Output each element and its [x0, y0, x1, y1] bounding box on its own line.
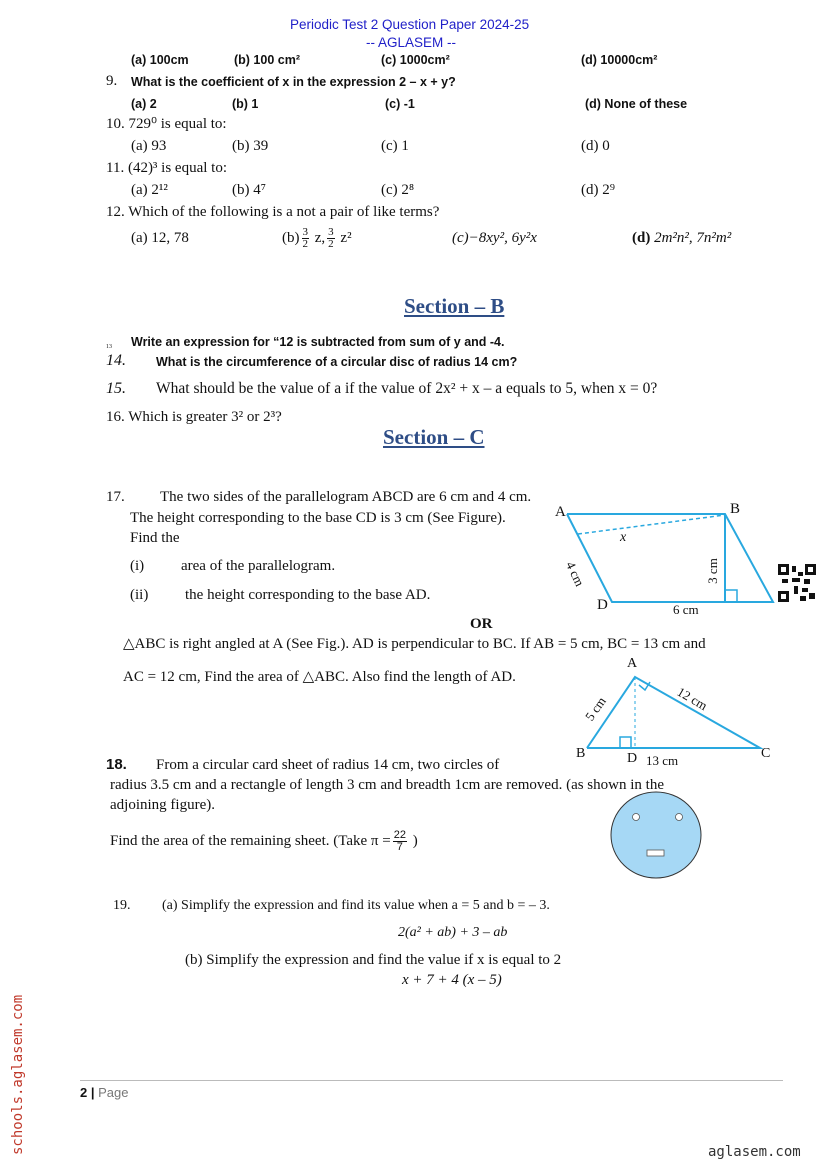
figure-label-side: 4 cm [563, 558, 588, 589]
triangle-label-b: B [576, 746, 586, 761]
q11-option-a: (a) 2¹² [131, 182, 168, 198]
q12-option-b-label: (b) [282, 229, 300, 246]
q8-option-c: (c) 1000cm² [381, 53, 450, 67]
q9-option-d: (d) None of these [585, 97, 688, 111]
q10-text: 10. 729⁰ is equal to: [106, 116, 227, 132]
q17-part-i-label: (i) [130, 558, 145, 574]
q9-text: What is the coefficient of x in the expression 2 – x + y? [131, 75, 456, 89]
header-title: Periodic Test 2 Question Paper 2024-25 [290, 17, 530, 32]
footer-divider [80, 1080, 783, 1081]
face-figure [608, 790, 704, 882]
q8-option-b: (b) 100 cm² [234, 53, 300, 67]
q17-line3: Find the [130, 530, 180, 546]
q11-option-c: (c) 2⁸ [381, 182, 415, 198]
figure-label-height: 3 cm [704, 558, 720, 584]
qr-code[interactable] [778, 564, 816, 602]
triangle-label-a: A [627, 656, 638, 671]
q18-line4: Find the area of the remaining sheet. (Take π = $\frac{22}{7}$ ) [110, 829, 418, 853]
q8-option-d: (d) 10000cm² [581, 53, 658, 67]
figure-label-x: x [620, 530, 627, 545]
section-b-title: Section – B [404, 294, 505, 318]
q12-option-c: (c)−8xy², 6y²x [452, 230, 537, 246]
fraction: $\frac{3}{2}$ [302, 226, 308, 250]
triangle-label-bc: 13 cm [646, 753, 679, 768]
triangle-label-c: C [761, 746, 771, 761]
q10-option-a: (a) 93 [131, 138, 167, 154]
triangle-label-ab: 5 cm [581, 693, 609, 724]
q14-text: What is the circumference of a circular disc of radius 14 cm? [156, 355, 518, 369]
site-link[interactable]: aglasem.com [708, 1144, 801, 1160]
q10-option-d: (d) 0 [581, 138, 610, 154]
q11-option-b: (b) 4⁷ [232, 182, 266, 198]
q10-option-b: (b) 39 [232, 138, 269, 154]
q17-number: 17. [106, 489, 125, 505]
triangle-label-d: D [627, 751, 638, 766]
q9-number: 9. [106, 73, 118, 89]
q17-line1: The two sides of the parallelogram ABCD are 6 cm and 4 cm. [160, 489, 532, 505]
q19-part-b: (b) Simplify the expression and find the value if x is equal to 2 [185, 952, 562, 968]
q17-line2: The height corresponding to the base CD is 3 cm (See Figure). [130, 510, 506, 526]
triangle-label-ac: 12 cm [674, 684, 710, 714]
q18-number: 18. [106, 756, 127, 773]
q16-text: 16. Which is greater 3² or 2³? [106, 409, 282, 425]
q9-option-a: (a) 2 [131, 97, 157, 111]
figure-label-d: D [597, 597, 608, 613]
q18-line2: radius 3.5 cm and a rectangle of length 3 cm and breadth 1cm are removed. (as shown in the [110, 777, 664, 793]
page-footer: 2 | Page [80, 1085, 129, 1100]
q19-number: 19. [113, 898, 131, 913]
q9-option-b: (b) 1 [232, 97, 259, 111]
fraction: $\frac{3}{2}$ [328, 226, 334, 250]
q10-option-c: (c) 1 [381, 138, 409, 154]
q11-option-d: (d) 2⁹ [581, 182, 615, 198]
q18-line1: From a circular card sheet of radius 14 cm, two circles of [156, 757, 500, 773]
q19-part-a: (a) Simplify the expression and find its value when a = 5 and b = – 3. [162, 898, 550, 913]
q14-number: 14. [106, 352, 126, 369]
q13-number: 13 [106, 344, 112, 350]
q15-text: What should be the value of a if the value of 2x² + x – a equals to 5, when x = 0? [156, 380, 658, 397]
q8-option-a: (a) 100cm [131, 53, 189, 67]
section-c-title: Section – C [383, 425, 485, 449]
q11-text: 11. (42)³ is equal to: [106, 160, 228, 176]
q17-alt-line2: AC = 12 cm, Find the area of △ABC. Also find the length of AD. [123, 669, 516, 685]
q17-alt-line1: △ABC is right angled at A (See Fig.). AD is perpendicular to BC. If AB = 5 cm, BC = 13 cm and [123, 636, 706, 652]
q15-number: 15. [106, 380, 126, 397]
q9-option-c: (c) -1 [385, 97, 415, 111]
q17-part-ii-label: (ii) [130, 587, 149, 603]
figure-label-a: A [555, 504, 566, 520]
q19-part-a-expression: 2(a² + ab) + 3 – ab [398, 925, 508, 940]
pi-fraction: $\frac{22}{7}$ [393, 829, 406, 853]
q13-text: Write an expression for “12 is subtracted from sum of y and -4. [131, 335, 505, 349]
q12-option-b: (b) $\frac{3}{2}$ z, $\frac{3}{2}$ z² [282, 226, 352, 250]
q17-part-i-text: area of the parallelogram. [181, 558, 336, 574]
q12-option-d: (d) 2m²n², 7n²m² [632, 230, 732, 246]
q19-part-b-expression: x + 7 + 4 (x – 5) [402, 972, 502, 988]
figure-label-base: 6 cm [673, 602, 699, 617]
q12-option-a: (a) 12, 78 [131, 230, 189, 246]
q12-text: 12. Which of the following is a not a pair of like terms? [106, 204, 440, 220]
watermark-link[interactable]: schools.aglasem.com [10, 994, 26, 1155]
q18-line3: adjoining figure). [110, 797, 215, 813]
or-label: OR [470, 616, 493, 632]
figure-label-b: B [730, 501, 741, 517]
parallelogram-figure [540, 490, 790, 620]
header-subtitle: -- AGLASEM -- [366, 35, 457, 50]
page-number: 2 [80, 1085, 88, 1100]
q17-part-ii-text: the height corresponding to the base AD. [185, 587, 431, 603]
